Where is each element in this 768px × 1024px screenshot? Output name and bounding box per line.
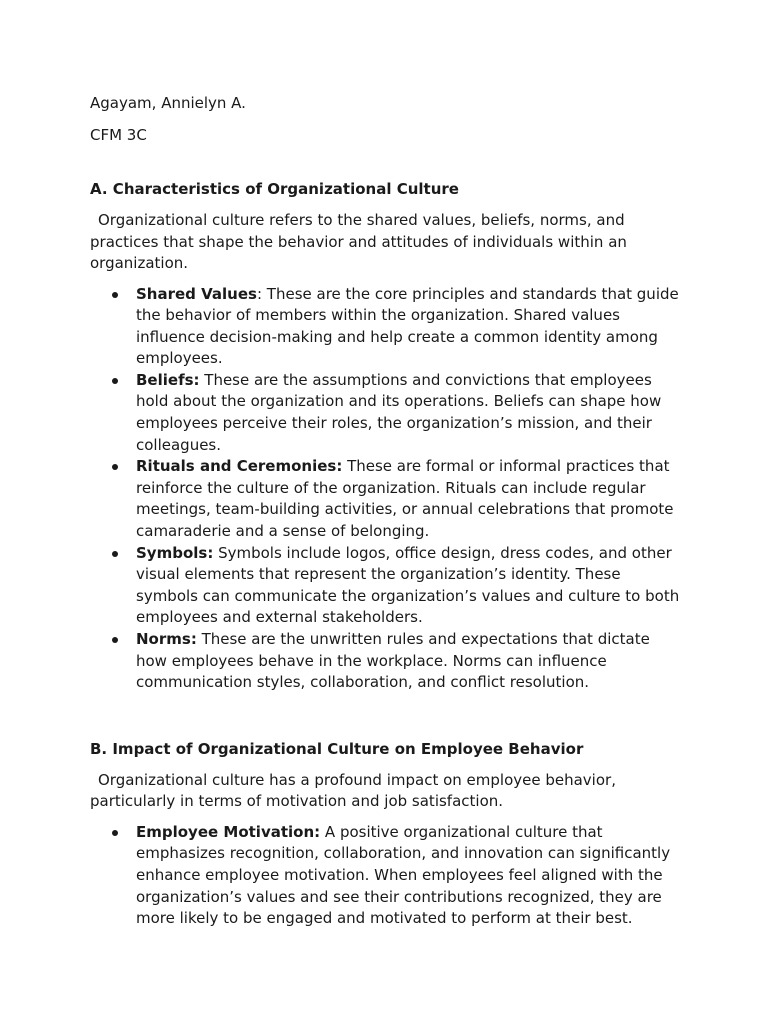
term-label: Rituals and Ceremonies: [136, 457, 343, 476]
course-code: CFM 3C [90, 126, 147, 144]
list-item-beliefs [136, 370, 680, 456]
list-item-norms [136, 629, 680, 694]
section-b-intro: Organizational culture has a profound impact on employee behavior, particularly in terms of motivation and job satisfaction. [90, 770, 616, 811]
term-description: Symbols include logos, office design, dress codes, and other visual elements that represent the organization’s identity. These symbols can communicate the organization’s values and culture to both employees and external stakeholders. [136, 543, 680, 627]
author-name: Agayam, Annielyn A. [90, 94, 246, 112]
term-label: Symbols: [136, 543, 214, 562]
term-label: Norms: [136, 630, 197, 648]
section-b-list [90, 822, 680, 930]
bullet-icon [112, 378, 118, 384]
term-description: These are the assumptions and convictions that employees hold about the organization and its operations. Beliefs can shape how employees perceive their roles, the organization’s mission, and their colleagues. [136, 370, 662, 454]
list-item-rituals [136, 456, 680, 542]
bullet-icon [112, 830, 118, 836]
bullet-icon [112, 464, 118, 470]
term-label: Beliefs: [136, 370, 200, 389]
term-separator: : [256, 284, 263, 303]
section-b-heading: B. Impact of Organizational Culture on Employee Behavior [90, 739, 584, 758]
term-description: These are the unwritten rules and expectations that dictate how employees behave in the workplace. Norms can influence communication styles, collaboration, and conflict resolution. [136, 630, 650, 692]
bullet-icon [112, 292, 118, 298]
bullet-icon [112, 637, 118, 643]
term-description: A positive organizational culture that emphasizes recognition, collaboration, and innovation can significantly enhance employee motivation. When employees feel aligned with the organization’s values and see their contributions recognized, they are more likely to be engaged and motivated to perform at their best. [136, 822, 671, 928]
section-a-list [90, 284, 680, 694]
list-item-shared-values [136, 284, 680, 370]
term-description: These are formal or informal practices that reinforce the culture of the organization. Rituals can include regular meetings, team-building activities, or annual celebrations that promote camaraderie and a sense of belonging. [136, 457, 674, 541]
term-label: Shared Values [136, 284, 257, 303]
term-label: Employee Motivation: [136, 822, 321, 841]
list-item-symbols [136, 543, 680, 629]
bullet-icon [112, 551, 118, 557]
list-item-employee-motivation [136, 822, 680, 930]
term-description: These are the core principles and standards that guide the behavior of members within the organization. Shared values influence decision-making and help create a common identity among employees. [136, 284, 679, 368]
section-a-intro: Organizational culture refers to the shared values, beliefs, norms, and practices that shape the behavior and attitudes of individuals within an organization. [90, 211, 627, 272]
section-a-heading: A. Characteristics of Organizational Culture [90, 180, 459, 198]
